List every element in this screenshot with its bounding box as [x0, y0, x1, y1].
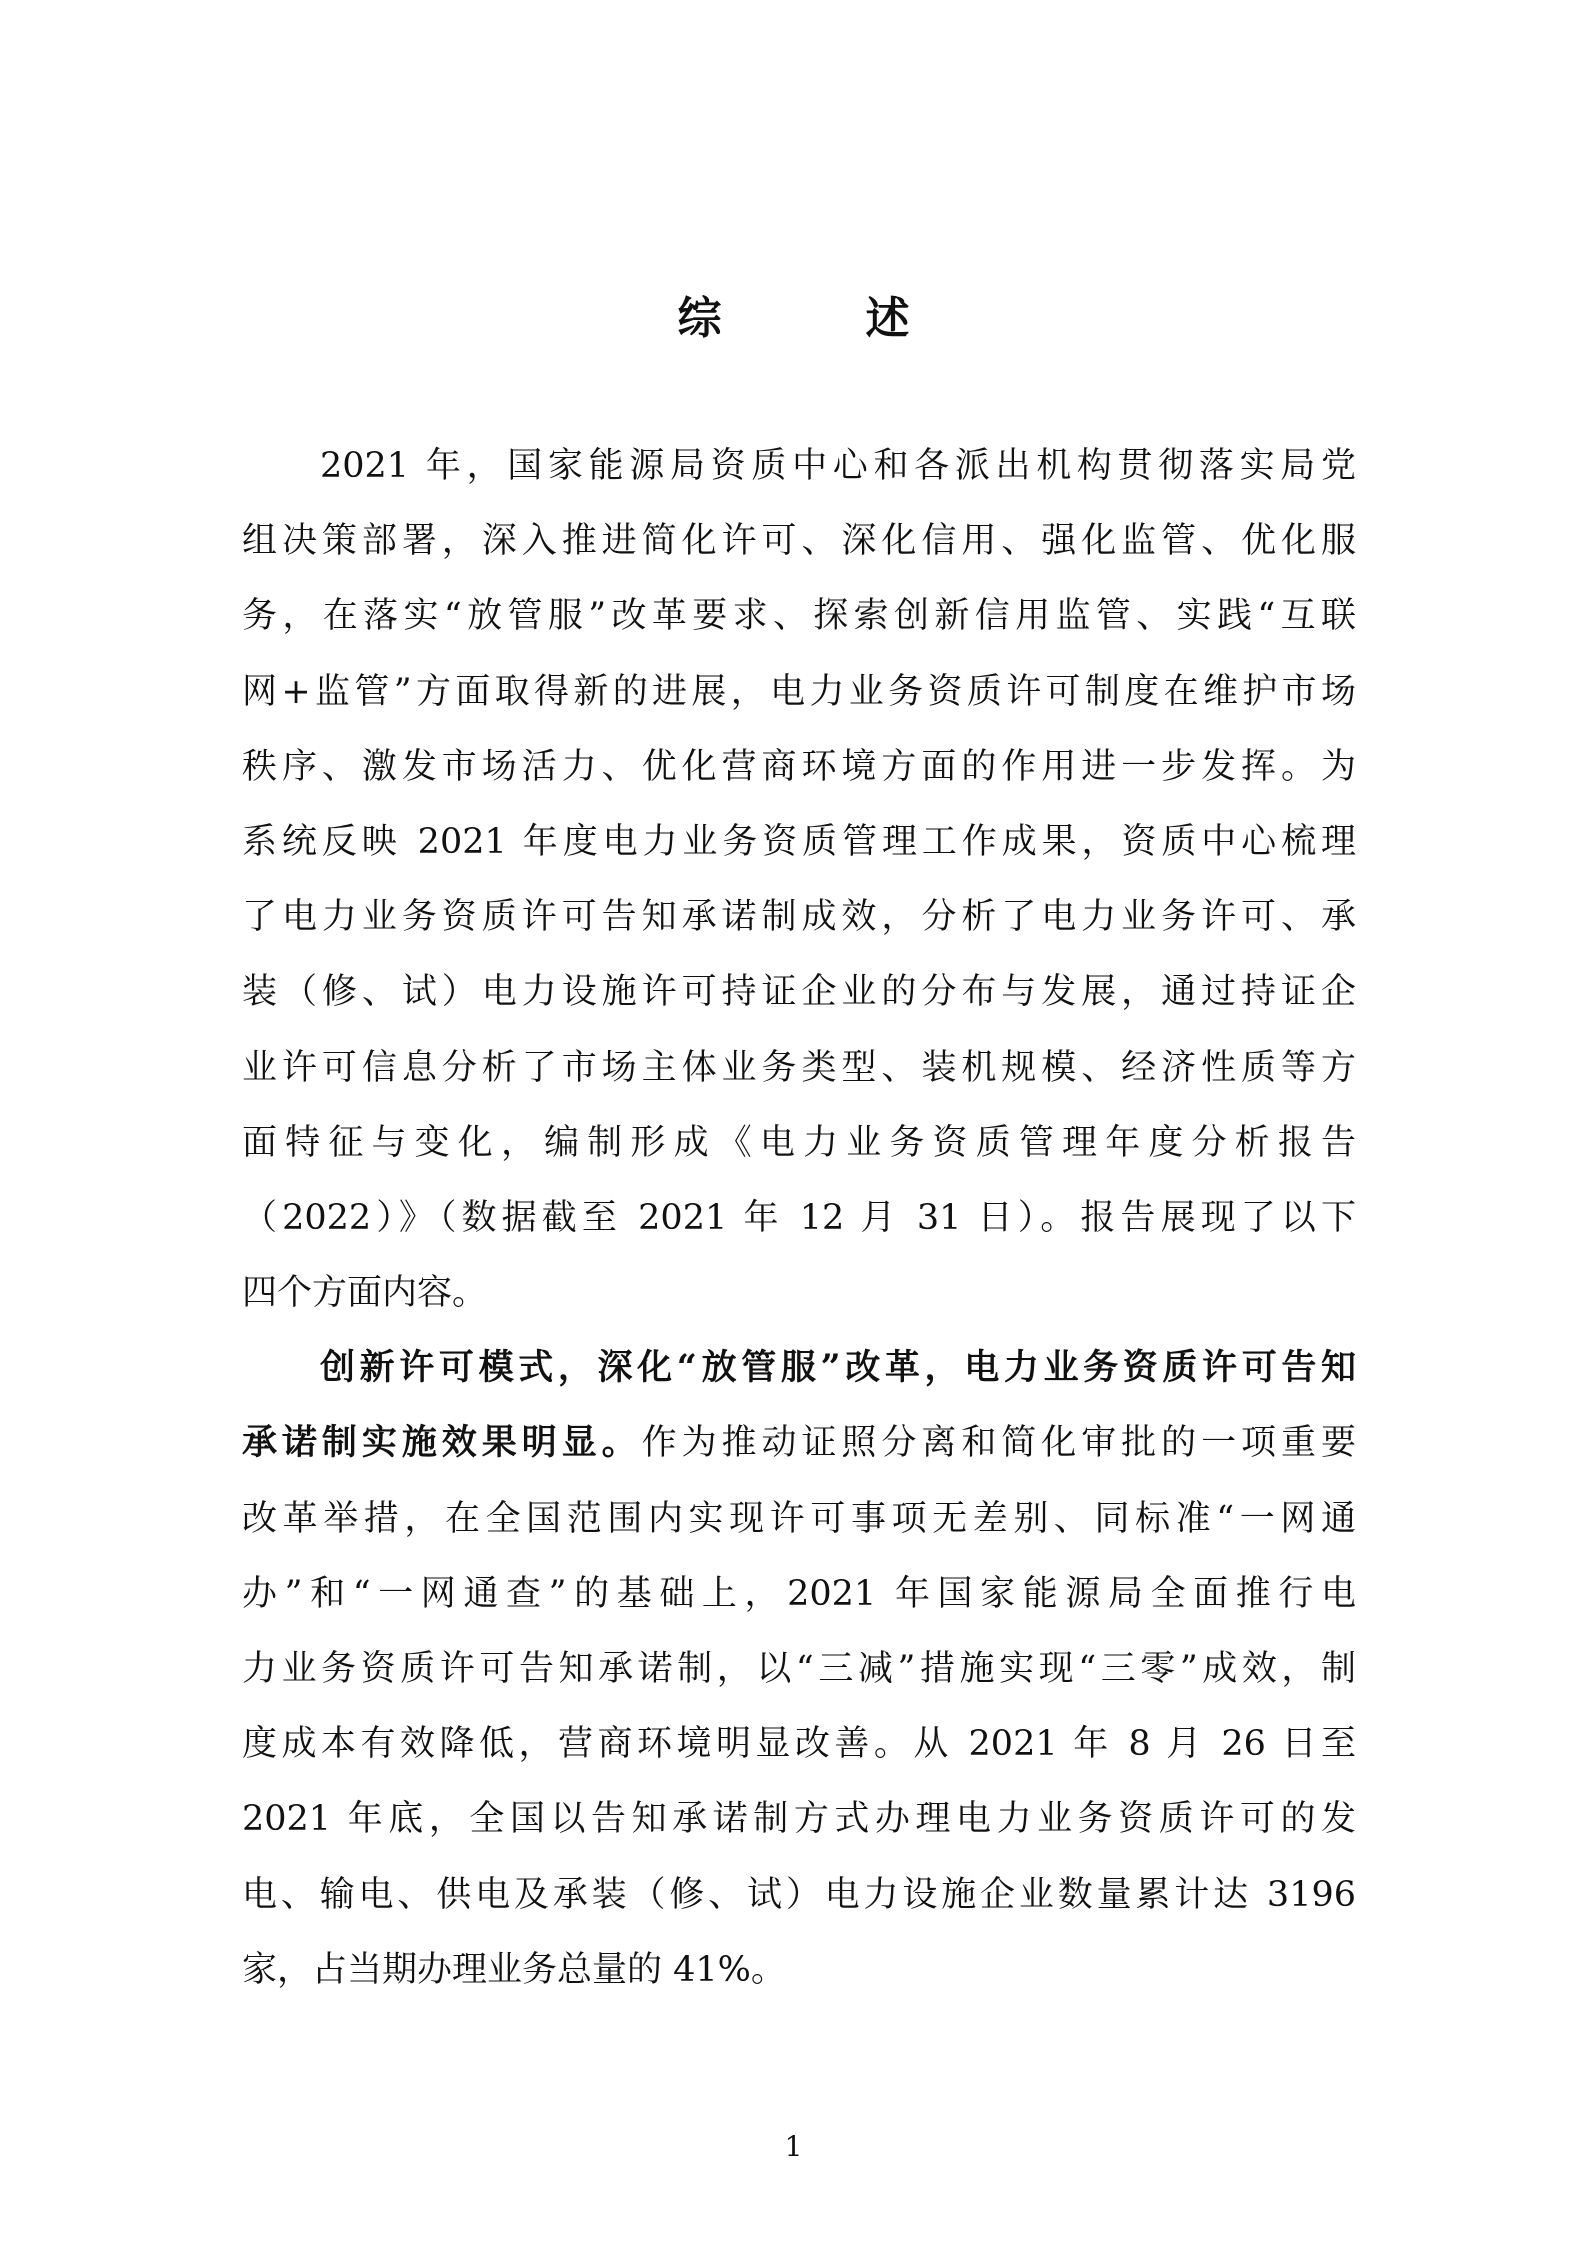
paragraph-line: 2021 年底，全国以告知承诺制方式办理电力业务资质许可的发: [242, 1799, 1356, 1840]
paragraph-line: 2021 年，国家能源局资质中心和各派出机构贯彻落实局党: [320, 446, 1356, 486]
paragraph-line: 务，在落实“放管服”改革要求、探索创新信用监管、实践“互联: [242, 596, 1356, 637]
paragraph-line: 度成本有效降低，营商环境明显改善。从 2021 年 8 月 26 日至: [242, 1724, 1356, 1765]
paragraph-line: 面特征与变化，编制形成《电力业务资质管理年度分析报告: [242, 1122, 1356, 1163]
paragraph-heading-end: 承诺制实施效果明显。: [242, 1422, 642, 1464]
paragraph-text: 作为推动证照分离和简化审批的一项重要: [641, 1423, 1356, 1464]
paragraph-line: 办”和“一网通查”的基础上，2021 年国家能源局全面推行电: [242, 1573, 1356, 1614]
paragraph-line: 装（修、试）电力设施许可持证企业的分布与发展，通过持证企: [242, 972, 1356, 1013]
paragraph-licensing-reform: [242, 1342, 1356, 2019]
document-body: [242, 440, 1356, 2019]
paragraph-line: 系统反映 2021 年度电力业务资质管理工作成果，资质中心梳理: [242, 821, 1356, 862]
paragraph-overview: [242, 440, 1356, 1342]
paragraph-heading-line: 创新许可模式，深化“放管服”改革，电力业务资质许可告知: [320, 1347, 1356, 1389]
paragraph-line: 力业务资质许可告知承诺制，以“三减”措施实现“三零”成效，制: [242, 1649, 1356, 1689]
paragraph-line: 电、输电、供电及承装（修、试）电力设施企业数量累计达 3196: [242, 1874, 1356, 1915]
paragraph-line: 业许可信息分析了市场主体业务类型、装机规模、经济性质等方: [242, 1047, 1356, 1088]
paragraph-line: 改革举措，在全国范围内实现许可事项无差别、同标准“一网通: [242, 1498, 1356, 1539]
page-title: 综 述: [677, 293, 960, 344]
paragraph-line: 秩序、激发市场活力、优化营商环境方面的作用进一步发挥。为: [242, 746, 1356, 787]
paragraph-line: （2022）》（数据截至 2021 年 12 月 31 日）。报告展现了以下: [242, 1197, 1356, 1238]
paragraph-line: 家，占当期办理业务总量的 41%。: [242, 1949, 786, 1990]
paragraph-line: 四个方面内容。: [242, 1273, 488, 1314]
paragraph-line: 了电力业务资质许可告知承诺制成效，分析了电力业务许可、承: [242, 897, 1356, 938]
paragraph-line: [242, 1417, 1356, 1492]
paragraph-line: 组决策部署，深入推进简化许可、深化信用、强化监管、优化服: [242, 521, 1356, 562]
page-number: 1: [784, 2130, 803, 2163]
paragraph-line: 网+监管”方面取得新的进展，电力业务资质许可制度在维护市场: [242, 671, 1356, 712]
